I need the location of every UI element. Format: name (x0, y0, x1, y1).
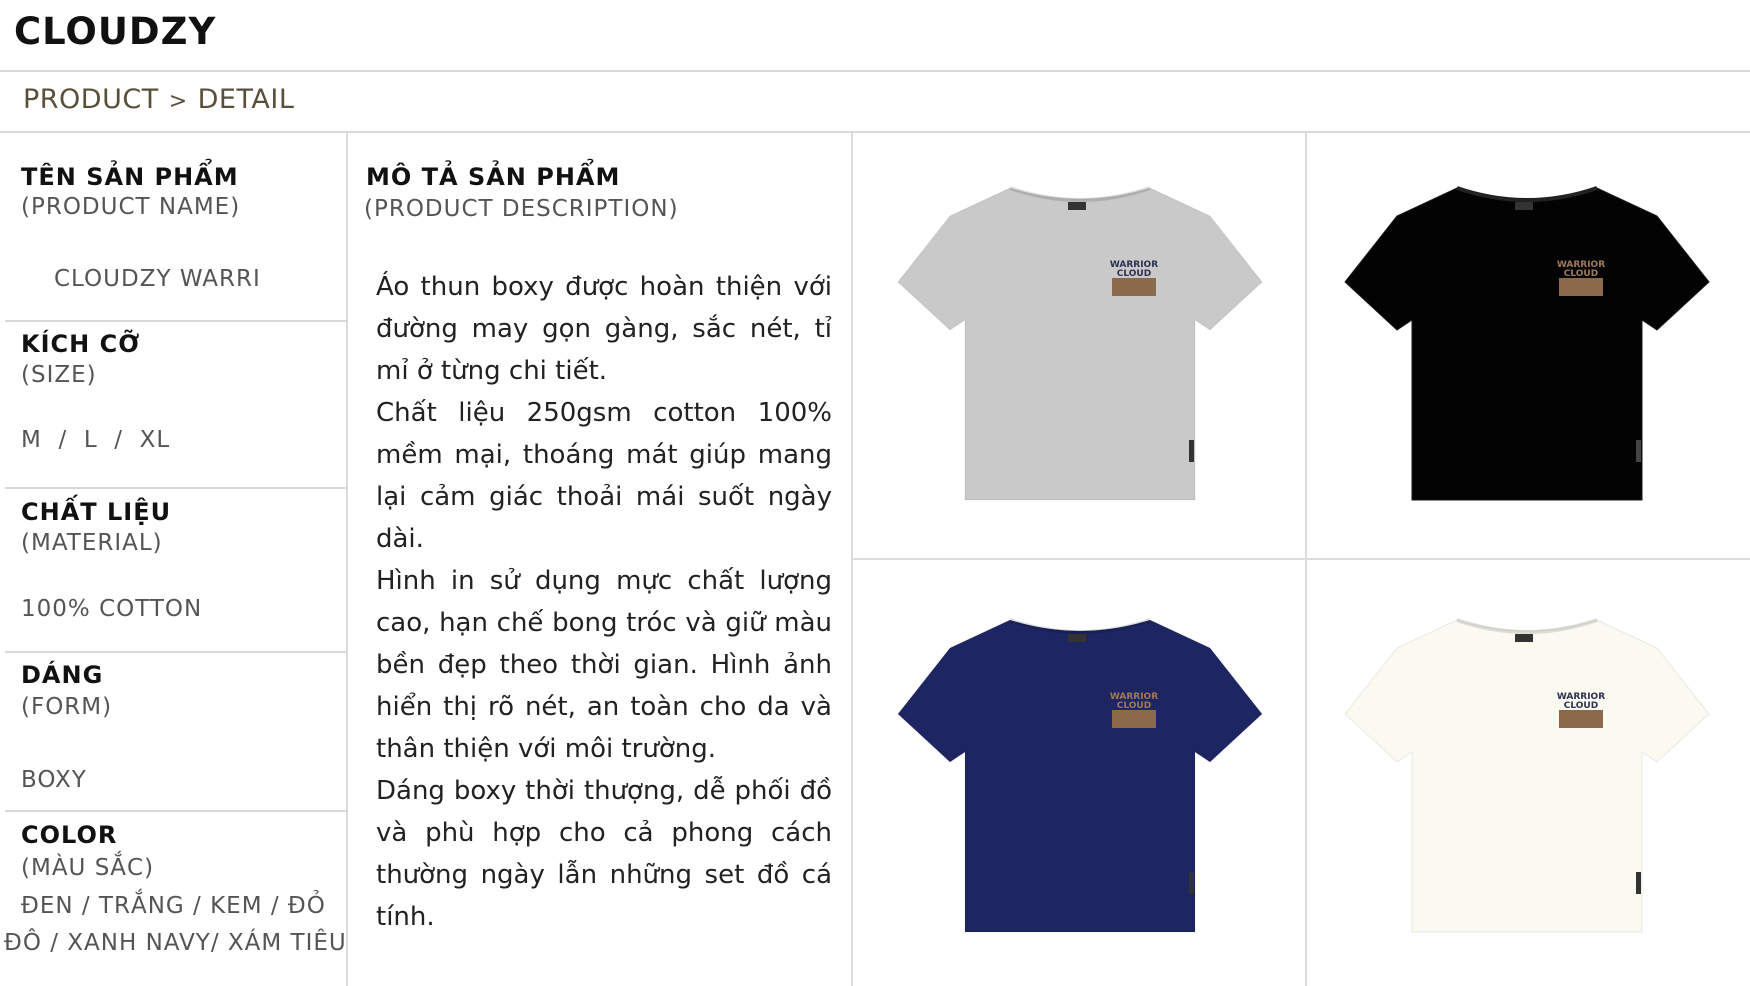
tshirt-icon (890, 612, 1270, 942)
spec-form-sub: (FORM) (21, 694, 113, 720)
header-divider (0, 70, 1750, 72)
print-text: WARRIOR (1109, 692, 1159, 702)
spec-divider (5, 810, 346, 812)
chest-print (1559, 278, 1603, 296)
spec-color-value-line1: ĐEN / TRẮNG / KEM / ĐỎ (21, 893, 326, 919)
side-tag (1189, 440, 1194, 462)
spec-material-sub: (MATERIAL) (21, 530, 163, 556)
description-paragraph: Áo thun boxy được hoàn thiện với đường may gọn gàng, sắc nét, tỉ mỉ ở từng chi tiết. (376, 272, 832, 386)
description-paragraph: Hình in sử dụng mực chất lượng cao, hạn chế bong tróc và giữ màu bền đẹp theo thời gian. Hình ảnh hiển thị rõ nét, an toàn cho da và thân thiện với môi trường. (376, 566, 832, 764)
tshirt-icon (1337, 180, 1717, 510)
column-divider-spec (346, 132, 348, 986)
description-subtitle: (PRODUCT DESCRIPTION) (364, 196, 679, 222)
neck-label (1515, 202, 1533, 210)
chest-print (1112, 710, 1156, 728)
spec-color-sub: (MÀU SẮC) (21, 855, 155, 881)
print-text: CLOUD (1563, 701, 1599, 711)
product-image-navy[interactable] (890, 612, 1270, 942)
spec-name-value: CLOUDZY WARRI (54, 266, 261, 292)
spec-material-title: CHẤT LIỆU (21, 498, 172, 526)
neck-label (1068, 202, 1086, 210)
spec-divider (5, 651, 346, 653)
print-text: CLOUD (1116, 701, 1152, 711)
spec-color-title: COLOR (21, 821, 118, 849)
product-image-grey[interactable] (890, 180, 1270, 510)
gallery-divider (852, 558, 1750, 560)
side-tag (1636, 872, 1641, 894)
print-text: WARRIOR (1556, 692, 1606, 702)
tshirt-body (1345, 188, 1709, 500)
description-title: MÔ TẢ SẢN PHẨM (366, 163, 621, 191)
tshirt-icon (890, 180, 1270, 510)
spec-form-title: DÁNG (21, 661, 104, 689)
side-tag (1189, 872, 1194, 894)
spec-divider (5, 487, 346, 489)
product-image-cream[interactable] (1337, 612, 1717, 942)
tshirt-body (898, 188, 1262, 500)
description-paragraph: Chất liệu 250gsm cotton 100% mềm mại, thoáng mát giúp mang lại cảm giác thoải mái suốt ngày dài. (376, 398, 832, 554)
brand-logo: CLOUDZY (14, 10, 217, 53)
breadcrumb (23, 84, 294, 115)
print-text: CLOUD (1116, 269, 1152, 279)
description-body (376, 266, 832, 938)
description-paragraph: Dáng boxy thời thượng, dễ phối đồ và phù hợp cho cả phong cách thường ngày lẫn những set đồ cá tính. (376, 776, 832, 932)
chest-print (1559, 710, 1603, 728)
spec-color-value-line2: ĐÔ / XANH NAVY/ XÁM TIÊU (4, 930, 347, 956)
spec-size-sub: (SIZE) (21, 362, 97, 388)
neck-label (1068, 634, 1086, 642)
print-text: WARRIOR (1556, 260, 1606, 270)
spec-size-title: KÍCH CỠ (21, 330, 141, 358)
spec-material-value: 100% COTTON (21, 596, 203, 622)
tshirt-body (1345, 620, 1709, 932)
tshirt-icon (1337, 612, 1717, 942)
product-image-black[interactable] (1337, 180, 1717, 510)
spec-divider (5, 320, 346, 322)
breadcrumb-product[interactable]: PRODUCT (23, 84, 159, 115)
spec-form-value: BOXY (21, 767, 87, 793)
print-text: CLOUD (1563, 269, 1599, 279)
spec-name-sub: (PRODUCT NAME) (21, 194, 241, 220)
breadcrumb-divider (0, 131, 1750, 133)
chest-print (1112, 278, 1156, 296)
spec-size-value: M / L / XL (21, 427, 171, 453)
breadcrumb-separator: > (168, 89, 188, 114)
side-tag (1636, 440, 1641, 462)
print-text: WARRIOR (1109, 260, 1159, 270)
breadcrumb-detail: DETAIL (197, 84, 295, 115)
neck-label (1515, 634, 1533, 642)
tshirt-body (898, 620, 1262, 932)
spec-name-title: TÊN SẢN PHẨM (21, 163, 239, 191)
